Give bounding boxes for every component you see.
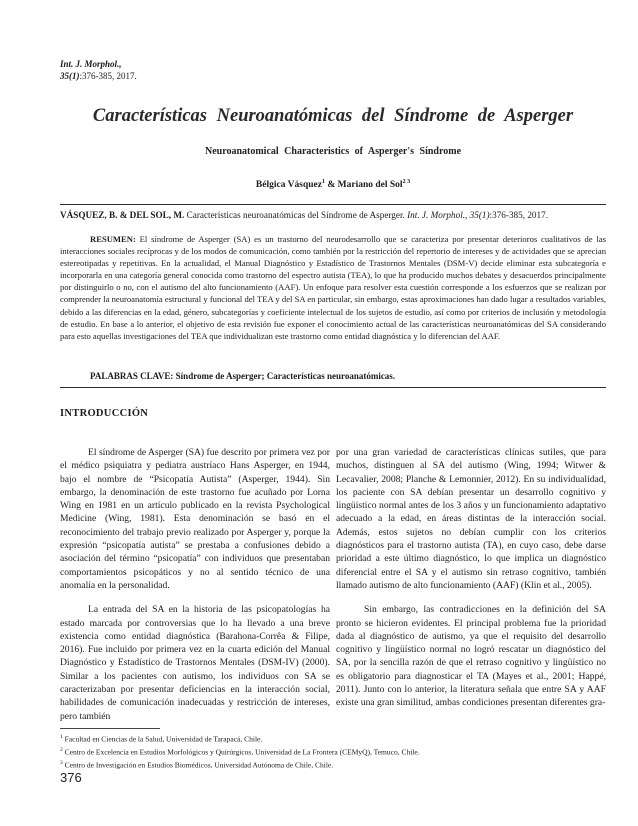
footnote-marker: 1 <box>60 734 63 740</box>
footnote-2 <box>60 745 606 758</box>
footnote-marker: 2 <box>60 747 63 754</box>
journal-pages: :376-385, 2017. <box>79 71 137 81</box>
paragraph: El síndrome de Asperger (SA) fue descrito por primera vez por el médico psiquiatra y pediatra austríaco Hans Asperger, en 1944, bajo el nombre de “Psicopatía Autista” (Asperger, 1944). Sin embargo, la denominación de este trastorno fue acuñado por Lorna Wing en 1981 en un artículo publicado en la revista Psychological Medicine (Wing, 1981). Esta denominación se basó en el reconocimiento del trabajo previo realizado por Asperger y, porque la expresión “psicopatía autista” se prestaba a confusiones debido a asociación del término “psicopatía” con individuos que presentaban comportamientos psicopáticos y no al sentido técnico de una anomalía en la personalidad. <box>60 447 330 591</box>
journal-reference <box>60 58 260 82</box>
journal-volume-pages <box>60 70 260 82</box>
footnote-text: Centro de Excelencia en Estudios Morfológicos y Quirúrgicos, Universidad de La Frontera (CEMyQ), Temuco, Chile. <box>62 747 420 757</box>
divider-bottom <box>60 387 606 388</box>
journal-name: Int. J. Morphol., <box>60 59 122 69</box>
footnote-3 <box>60 758 606 771</box>
author-separator: & <box>324 180 338 191</box>
paragraph: Sin embargo, las contradicciones en la definición del SA pronto se hicieron evidentes. El principal problema fue la prioridad dada al diagnóstico de autismo, ya que el requisito del desarrollo cognitivo y lingüístico normal no logró rescatar un diagnóstico del SA, por la sencilla razón de que el retraso cognitivo y lingüístico no es obligatorio para diagnosticar el TA (Mayes et al., 2001; Happé, 2011). Junto con lo anterior, la literatura señala que entre SA y AAF existe una gran similitud, ambas condiciones presentan diferentes gra- <box>336 604 606 709</box>
citation-journal: Int. J. Morphol., 35(1) <box>407 210 490 220</box>
body-column-left <box>60 446 330 734</box>
abstract <box>60 233 606 342</box>
citation-line <box>60 209 606 221</box>
journal-volume: 35(1) <box>60 71 80 81</box>
page-number: 376 <box>60 770 82 785</box>
footnote-divider <box>60 728 160 729</box>
footnote-1 <box>60 732 606 745</box>
citation-authors: VÁSQUEZ, B. & DEL SOL, M. <box>60 210 185 220</box>
author-1-affiliation: 1 <box>321 179 325 185</box>
citation-pages: :376-385, 2017. <box>489 210 548 220</box>
footnote-marker: 3 <box>60 760 63 767</box>
citation-text: Características neuroanatómicas del Síndrome de Asperger. <box>184 210 408 220</box>
author-2: Mariano del Sol <box>337 180 403 191</box>
paragraph: por una gran variedad de características clínicas sutiles, que para muchos, distinguen al SA del autismo (Wing, 1994; Witwer & Lecavalier, 2008; Planche & Lemonnier, 2012). En su individualidad, los paciente con SA debían presentar un desarrollo cognitivo y lingüístico normal antes de los 3 años y un funcionamiento adaptativo adecuado a la edad, en áreas distintas de la interacción social. Además, estos sujetos no debían cumplir con los criterios diagnósticos para el trastorno autista (TA), en cuyo caso, debe darse prioridad a este último diagnóstico, lo que implica un diagnóstico diferencial entre el SA y el autismo sin retraso cognitivo, también llamado autismo de alto funcionamiento (AAF) (Klin et al., 2005). <box>336 447 606 591</box>
section-heading-introduccion: INTRODUCCIÓN <box>60 408 149 419</box>
article-subtitle-english: Neuroanatomical Characteristics of Asperger's Síndrome <box>204 146 462 157</box>
author-1: Bélgica Vásquez <box>255 180 322 191</box>
paragraph: La entrada del SA en la historia de las psicopatologías ha estado marcada por controversias que lo ha llevado a una breve existencia como entidad diagnóstica (Barahona-Corrêa & Filipe, 2016). Fue incluido por primera vez en la cuarta edición del Manual Diagnóstico y Estadístico de Trastornos Mentales (DSM-IV) (2000). Similar a los pacientes con autismo, los individuos con SA se caracterizaban por presentar deficiencias en la interacción social, habilidades de comunicación inadecuadas y restricción de intereses, pero también <box>60 604 330 722</box>
author-list <box>60 179 606 190</box>
abstract-label: RESUMEN: <box>90 234 136 244</box>
divider-top <box>60 204 606 205</box>
body-column-right <box>336 446 606 721</box>
article-title: Características Neuroanatómicas del Síndrome de Asperger <box>92 106 574 126</box>
keywords: PALABRAS CLAVE: Síndrome de Asperger; Características neuroanatómicas. <box>90 371 396 381</box>
footnotes <box>60 732 606 771</box>
footnote-text: Facultad en Ciencias de la Salud, Universidad de Tarapacá, Chile. <box>62 734 263 744</box>
abstract-text: El síndrome de Asperger (SA) es un trastorno del neurodesarrollo que se caracteriza por presentar deterioros cualitativos de las interacciones sociales recíprocas y de los modos de comunicación, como también por la restricción del repertorio de intereses y de actividades que se aprecian estereotipadas y repetitivas. En la actualidad, el Manual Diagnóstico y Estadístico de Trastornos Mentales (DSM-V) decide eliminar esta subcategoría e incorporarla en una categoría general conocida como trastorno del espectro autista (TEA), lo que ha producido muchos debates y desacuerdos principalmente por distinguirlo o no, con el autismo del alto funcionamiento (AAF). Un enfoque para resolver esta cuestión corresponde a los esfuerzos que se realizan por comprender la neuroanatomía estructural y funcional del TEA y del SA en particular, sin embargo, estas aproximaciones han dado lugar a resultados variables, debido a las diferencias en la edad, género, subcategorías y coeficiente intelectual de los sujetos de estudio, así como por criterios de inclusión y metodología de estudio. En base a lo anterior, el objetivo de esta revisión fue exponer el conocimiento actual de las características neuroanatómicas del SA considerando para esto aquellas investigaciones del TEA que individualizan este trastorno como entidad diagnóstica y lo diferencian del AAF. <box>60 234 606 341</box>
author-2-affiliation: 2 3 <box>402 179 411 185</box>
footnote-text: Centro de Investigación en Estudios Biomédicos, Universidad Autónoma de Chile, Chile. <box>62 760 334 770</box>
